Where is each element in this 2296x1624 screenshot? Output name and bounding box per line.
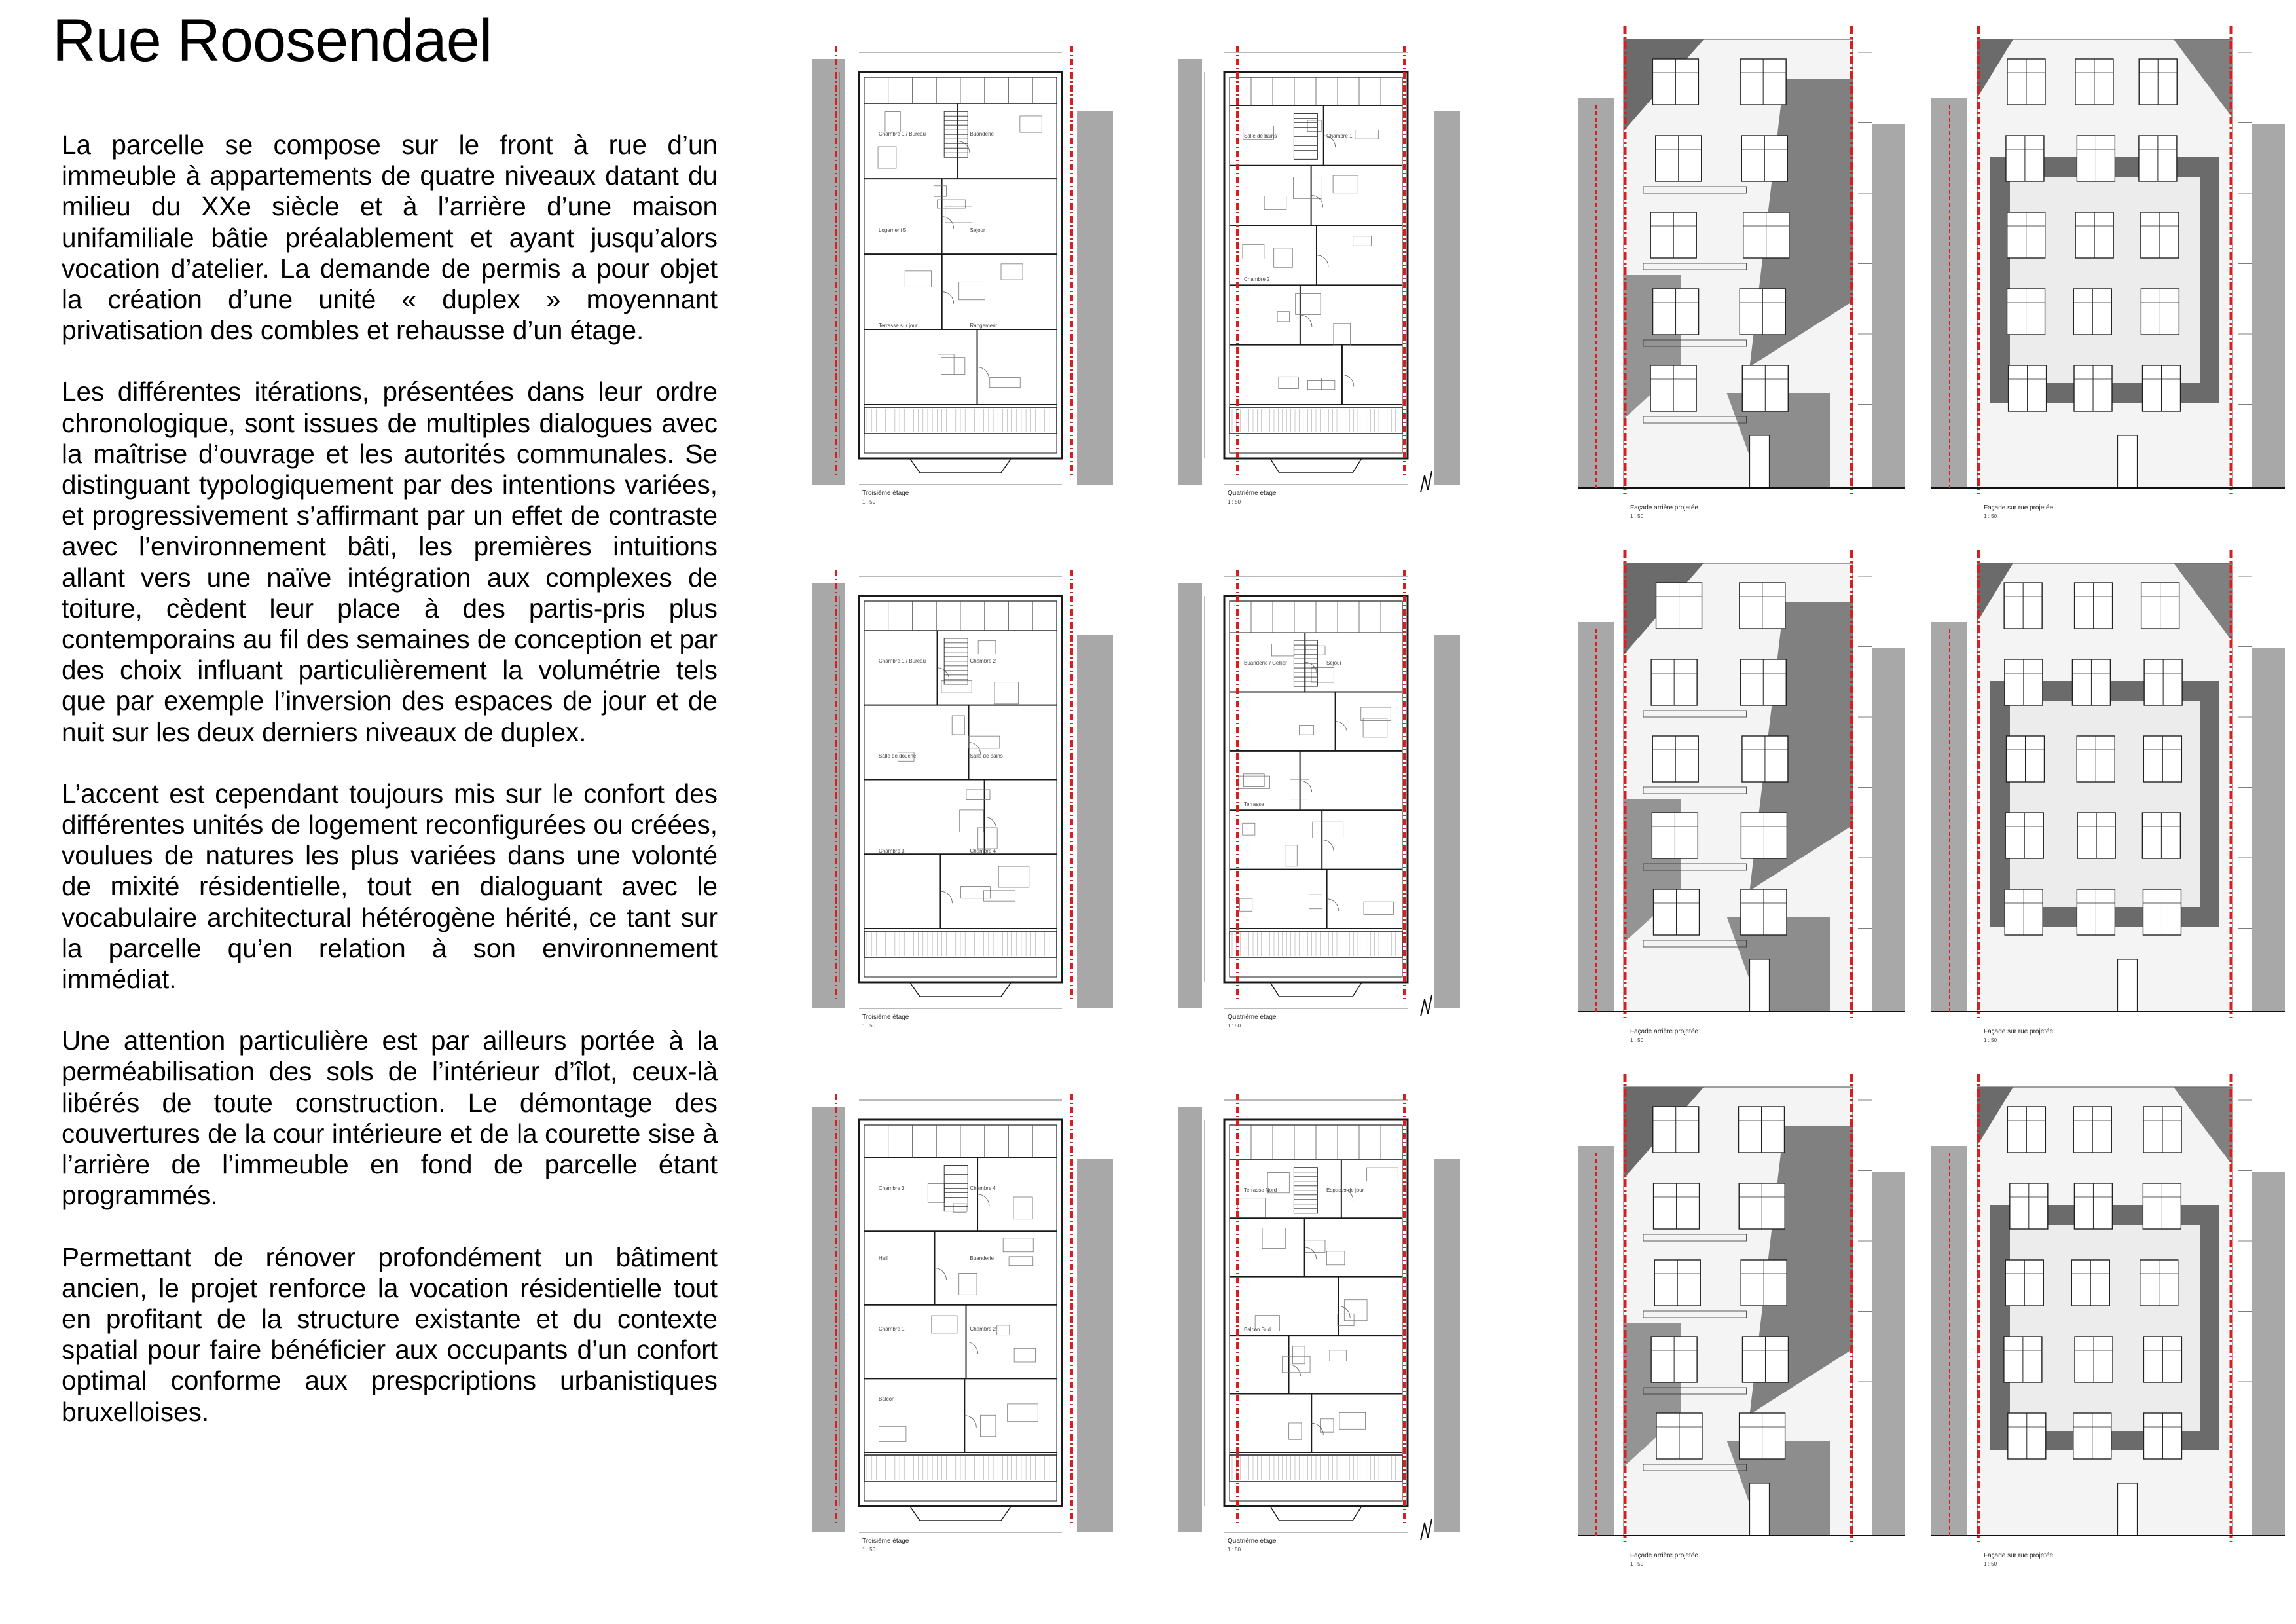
neighbour-party-wall [812, 583, 845, 1008]
plan-caption: Quatrième étage [1228, 1014, 1277, 1021]
neighbour-party-wall [1178, 583, 1202, 1008]
page-title: Rue Roosendael [52, 7, 492, 74]
paragraph-1: La parcelle se compose sur le front à rue d’un immeuble à appartements de quatre niveaux datant du milieu du XXe siècle et à l’arrière d’une maison unifamiliale bâtie préalablement et ayant jusqu’alors vocation d’atelier. La demande de permis a pour objet la création d’une unité « duplex » moyennant privatisation des combles et rehausse d’un étage. [62, 130, 718, 346]
furniture [885, 112, 900, 132]
door-swing [934, 1268, 946, 1280]
furniture [1289, 1423, 1302, 1439]
furniture [1264, 196, 1286, 210]
plan-caption: Troisième étage [862, 1014, 909, 1021]
floor-plan-left [812, 1080, 1113, 1578]
furniture [1361, 707, 1391, 721]
plan-caption: Quatrième étage [1228, 1538, 1277, 1545]
room-label: Espaces de jour [1326, 1187, 1364, 1193]
street-facade [1931, 1074, 2285, 1578]
entrance-door [1750, 959, 1770, 1012]
room-label: Chambre 1 / Bureau [879, 657, 926, 664]
furniture [941, 358, 965, 375]
room-label: Buanderie [970, 1255, 994, 1262]
bay-window [910, 1506, 1011, 1521]
furniture [1239, 898, 1252, 911]
door-swing [1311, 195, 1323, 207]
facade-panel [2010, 701, 2200, 907]
furniture [1008, 1404, 1038, 1422]
furniture [941, 681, 972, 693]
facade-caption: Façade sur rue projetée [1984, 1028, 2054, 1035]
door-swing [942, 292, 954, 304]
facade-drawing [1578, 550, 1905, 1054]
facade-drawing [1931, 550, 2285, 1054]
door-swing [1342, 375, 1354, 386]
facade-drawing [1931, 26, 2285, 530]
floor-plan-right [1178, 557, 1460, 1054]
door-swing [977, 1194, 989, 1206]
entrance-door [2118, 1483, 2138, 1536]
furniture [928, 1184, 945, 1203]
room-label: Hall [879, 1255, 888, 1262]
facade-scale: 1 : 50 [1984, 1561, 1997, 1567]
inner-wall [864, 1125, 1057, 1501]
facade-scale: 1 : 50 [1630, 513, 1644, 519]
facade-caption: Façade arrière projetée [1630, 1028, 1698, 1035]
bay-window [910, 458, 1011, 473]
rear-facade [1578, 26, 1905, 530]
furniture [1277, 312, 1289, 322]
north-arrow-icon [1421, 471, 1432, 492]
door-swing [1305, 1247, 1317, 1259]
facade-panel [2010, 177, 2200, 383]
room-label: Buanderie / Cellier [1244, 660, 1287, 667]
furniture [1333, 175, 1358, 193]
furniture [1339, 1412, 1366, 1429]
furniture [978, 828, 997, 849]
furniture [1237, 1198, 1265, 1217]
neighbour-building [1872, 124, 1905, 488]
furniture [1262, 1228, 1285, 1248]
furniture [1003, 1238, 1033, 1252]
floor-plan-left [812, 557, 1113, 1054]
neighbour-building [1872, 1172, 1905, 1536]
facade-caption: Façade sur rue projetée [1984, 504, 2054, 511]
furniture [1353, 236, 1372, 246]
neighbour-building [2252, 1172, 2285, 1536]
furniture [968, 736, 1000, 748]
room-label: Chambre 1 / Bureau [879, 131, 926, 138]
furniture [990, 378, 1020, 388]
facade-panel [2010, 1225, 2200, 1431]
neighbour-building [2252, 648, 2285, 1012]
door-swing [940, 891, 952, 903]
neighbour-party-wall [1434, 635, 1460, 1008]
furniture [1307, 120, 1321, 132]
facade-scale: 1 : 50 [1630, 1561, 1644, 1567]
facade-drawing [1578, 1074, 1905, 1578]
furniture [879, 1426, 906, 1441]
furniture [1305, 1240, 1325, 1253]
entrance-door [2118, 959, 2138, 1012]
neighbour-party-wall [1077, 111, 1113, 485]
door-swing [964, 1416, 976, 1428]
neighbour-party-wall [1077, 635, 1113, 1008]
facade-caption: Façade arrière projetée [1630, 504, 1698, 511]
furniture [1300, 726, 1314, 735]
furniture [1009, 1257, 1033, 1266]
door-swing [1300, 781, 1312, 792]
furniture [1020, 116, 1042, 132]
plan-scale: 1 : 50 [1228, 499, 1241, 505]
door-swing [977, 367, 989, 379]
furniture [1279, 377, 1298, 388]
furniture [878, 147, 896, 168]
neighbour-building [2252, 124, 2285, 488]
door-swing [966, 1342, 978, 1354]
room-label: Chambre 2 [970, 657, 996, 664]
plan-scale: 1 : 50 [1228, 1023, 1241, 1029]
furniture [1243, 244, 1264, 259]
plan-caption: Troisième étage [862, 490, 909, 497]
furniture [1283, 1356, 1310, 1373]
door-swing [1322, 840, 1334, 851]
room-label: Terrasse sur jour [879, 323, 918, 329]
floor-plan-drawing [1178, 557, 1460, 1054]
plan-caption: Quatrième étage [1228, 490, 1277, 497]
door-swing [1311, 1423, 1323, 1435]
furniture [978, 641, 996, 654]
door-swing [1300, 315, 1312, 327]
facade-scale: 1 : 50 [1630, 1037, 1644, 1043]
room-label: Balcon [879, 1396, 895, 1403]
furniture [960, 810, 983, 832]
room-label: Chambre 3 [879, 847, 905, 854]
furniture [994, 682, 1019, 704]
furniture [1309, 895, 1322, 909]
floor-plan-right [1178, 33, 1460, 530]
room-label: Terrasse [1244, 802, 1264, 808]
neighbour-party-wall [1434, 1159, 1460, 1532]
door-swing [1327, 899, 1339, 911]
plan-scale: 1 : 50 [862, 1023, 876, 1029]
paragraph-5: Permettant de rénover profondément un bâtiment ancien, le projet renforce la vocation résidentielle tout en profitant de la structure existante et du contexte spatial pour faire bénéficier aux occupants d’un confort optimal conforme aux prespcriptions urbanistiques bruxelloises. [62, 1242, 718, 1427]
furniture [1293, 177, 1322, 199]
furniture [1311, 668, 1334, 682]
description-text [62, 130, 718, 1458]
room-label: Chambre 2 [1244, 276, 1270, 282]
furniture [1330, 1350, 1346, 1361]
facade-caption: Façade sur rue projetée [1984, 1552, 2054, 1559]
street-facade [1931, 26, 2285, 530]
furniture [905, 271, 931, 287]
furniture [1290, 378, 1322, 390]
room-label: Séjour [970, 227, 985, 233]
neighbour-party-wall [1077, 1159, 1113, 1532]
facade-scale: 1 : 50 [1984, 513, 1997, 519]
furniture [1001, 264, 1023, 280]
furniture [1014, 1348, 1035, 1362]
furniture [961, 887, 991, 898]
furniture [1013, 1197, 1032, 1219]
paragraph-2: Les différentes itérations, présentées dans leur ordre chronologique, sont issues de multiples dialogues avec la maîtrise d’ouvrage et les autorités communales. Se distinguant typologiquement par des intentions variées, et progressivement s’affirmant par un effet de contraste avec l’environnement bâti, les premières intuitions allant vers une naïve intégration aux complexes de toiture, cèdent leur place à des partis-pris plus contemporains au fil des semaines de conception et par des choix influant particulièrement la volumétrie tels que par exemple l’inversion des espaces de jour et de nuit sur les deux derniers niveaux de duplex. [62, 377, 718, 747]
facade-drawing [1578, 26, 1905, 530]
facade-scale: 1 : 50 [1984, 1037, 1997, 1043]
rear-facade [1578, 1074, 1905, 1578]
furniture [1285, 845, 1297, 866]
furniture [984, 891, 1015, 901]
furniture [959, 282, 985, 299]
neighbour-building [1872, 648, 1905, 1012]
furniture [945, 206, 972, 223]
room-label: Salle de bains [1244, 133, 1277, 139]
door-swing [1336, 722, 1347, 733]
neighbour-party-wall [812, 59, 845, 485]
room-label: Rangement [970, 323, 997, 329]
door-swing [938, 668, 949, 680]
furniture [1271, 644, 1294, 656]
floor-plan-drawing [1178, 33, 1460, 530]
facade-drawing [1931, 1074, 2285, 1578]
furniture [1326, 1251, 1344, 1265]
furniture [959, 1273, 977, 1295]
bay-window [1270, 982, 1362, 997]
room-label: Logement 5 [879, 227, 907, 233]
furniture [1243, 823, 1255, 835]
furniture [1305, 646, 1325, 655]
room-label: Terrasse Nord [1244, 1187, 1277, 1193]
furniture [966, 790, 990, 800]
entrance-door [2118, 435, 2138, 488]
furniture [997, 1325, 1010, 1335]
room-label: Chambre 4 [970, 1185, 996, 1191]
furniture [932, 1316, 957, 1333]
floor-plan-drawing [812, 1080, 1113, 1578]
room-label: Séjour [1326, 660, 1342, 667]
north-arrow-icon [1421, 995, 1432, 1016]
street-facade [1931, 550, 2285, 1054]
bay-window [910, 982, 1011, 997]
door-swing [1289, 1365, 1301, 1376]
room-label: Balcon Sud [1244, 1327, 1271, 1333]
door-swing [1317, 255, 1328, 267]
neighbour-party-wall [1434, 111, 1460, 485]
furniture [952, 716, 964, 735]
neighbour-party-wall [1178, 59, 1202, 485]
furniture [1296, 293, 1321, 314]
room-label: Salle de bains [970, 752, 1003, 759]
north-arrow-icon [1421, 1519, 1432, 1540]
furniture [998, 866, 1029, 887]
outer-wall [859, 596, 1062, 982]
paragraph-4: Une attention particulière est par ailleurs portée à la perméabilisation des sols de l’intérieur d’îlot, ceux-là libérés de toute construction. Le démontage des couvertures de la cour intérieure et de la courette sise à l’arrière de l’immeuble en fond de parcelle étant programmés. [62, 1025, 718, 1211]
furniture [1338, 1314, 1354, 1325]
plan-scale: 1 : 50 [862, 1547, 876, 1553]
room-label: Chambre 1 [879, 1325, 905, 1332]
room-label: Salle de douche [879, 752, 917, 759]
floor-plan-left [812, 33, 1113, 530]
room-label: Buanderie [970, 131, 994, 138]
room-label: Chambre 4 [970, 847, 996, 854]
floor-plan-drawing [812, 557, 1113, 1054]
bay-window [1270, 458, 1362, 473]
outer-wall [859, 1120, 1062, 1506]
furniture [1367, 1168, 1398, 1181]
furniture [934, 186, 946, 196]
plan-scale: 1 : 50 [1228, 1547, 1241, 1553]
floor-plan-right [1178, 1080, 1460, 1578]
outer-wall [1224, 596, 1408, 982]
facade-caption: Façade arrière projetée [1630, 1552, 1698, 1559]
plan-scale: 1 : 50 [862, 499, 876, 505]
furniture [1364, 902, 1393, 914]
room-label: Chambre 3 [879, 1185, 905, 1191]
floor-plan-drawing [1178, 1080, 1460, 1578]
plan-caption: Troisième étage [862, 1538, 909, 1545]
furniture [1344, 1300, 1367, 1321]
room-label: Chambre 2 [970, 1325, 996, 1332]
inner-wall [1230, 601, 1402, 977]
furniture [1292, 1346, 1305, 1364]
furniture [1334, 323, 1351, 345]
door-swing [985, 817, 996, 828]
entrance-door [1750, 435, 1770, 488]
furniture [1355, 130, 1378, 139]
furniture [1313, 822, 1343, 838]
furniture [981, 1415, 996, 1437]
bay-window [1270, 1506, 1362, 1521]
paragraph-3: L’accent est cependant toujours mis sur le confort des différentes unités de logement reconfigurées ou créées, voulues de natures les plus variées dans une volonté de mixité résidentielle, tout en dialoguant avec le vocabulaire architectural hétérogène hérité, ce tant sur la parcelle qu’en relation à son environnement immédiat. [62, 778, 718, 995]
entrance-door [1750, 1483, 1770, 1536]
rear-facade [1578, 550, 1905, 1054]
neighbour-party-wall [1178, 1107, 1202, 1532]
floor-plan-drawing [812, 33, 1113, 530]
furniture [1363, 718, 1387, 737]
neighbour-party-wall [812, 1107, 845, 1532]
outer-wall [1224, 1120, 1408, 1506]
furniture [1274, 248, 1293, 267]
room-label: Chambre 1 [1326, 133, 1353, 139]
